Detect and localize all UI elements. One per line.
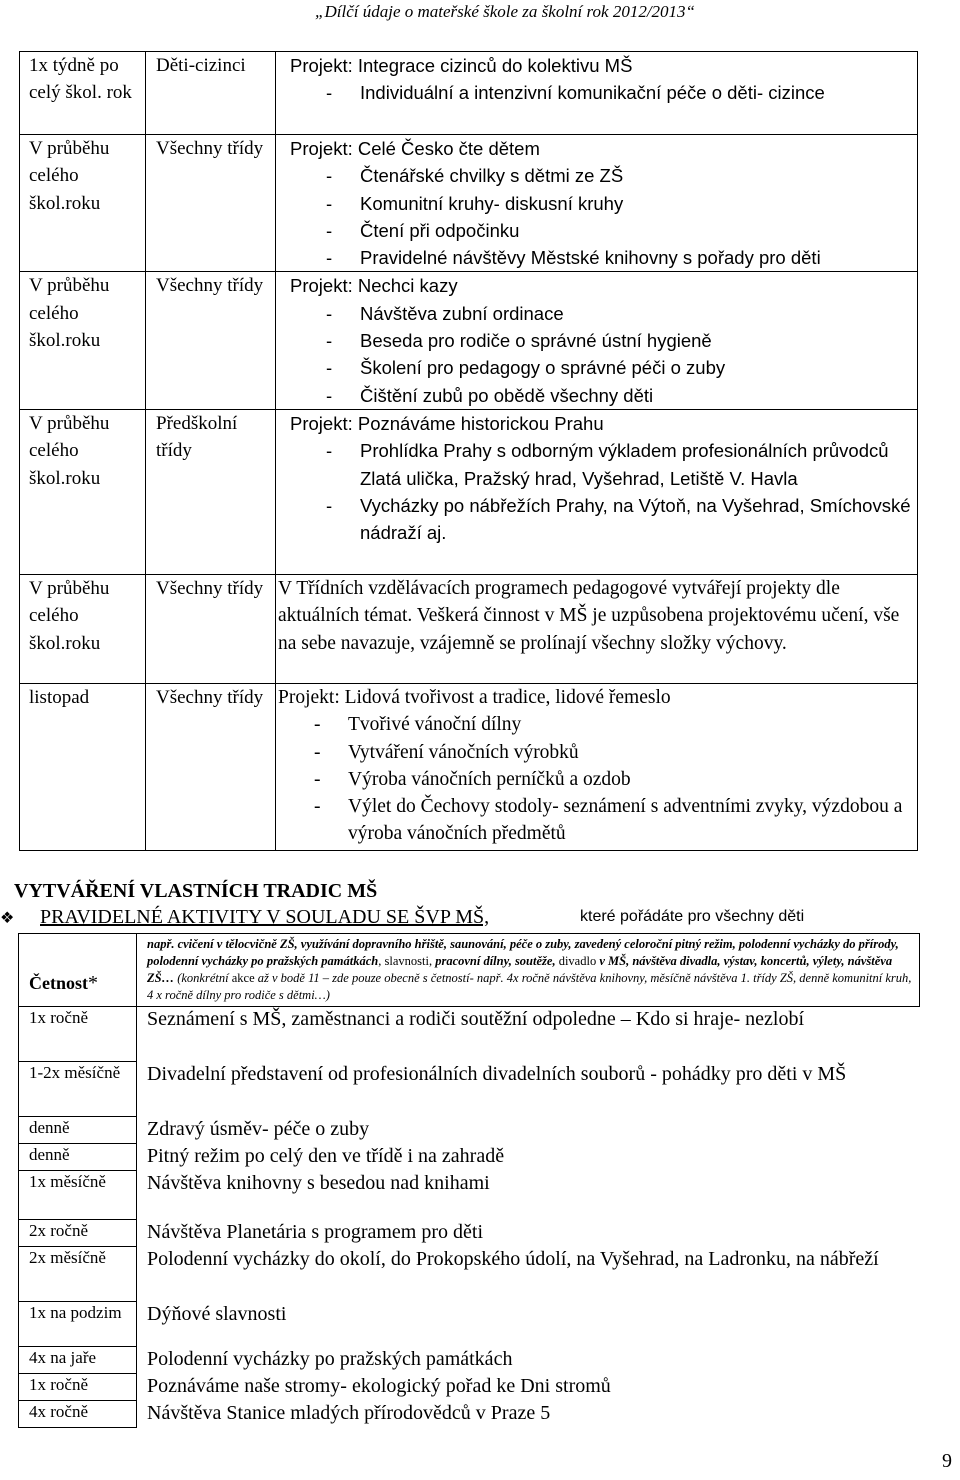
frequency-cell: 4x ročně	[19, 1401, 137, 1428]
when-cell: listopad	[20, 683, 146, 850]
list-item: - Čtenářské chvilky s dětmi ze ZŠ	[326, 165, 624, 187]
page-header: „Dílčí údaje o mateřské škole za školní rok 2012/2013“	[315, 2, 695, 21]
activity-cell: Dýňové slavnosti	[147, 1302, 287, 1325]
subsection-note: které pořádáte pro všechny děti	[580, 908, 805, 925]
who-cell: Všechny třídy	[146, 574, 276, 683]
list-item: - Čtení při odpočinku	[326, 219, 520, 241]
table-row	[19, 1171, 920, 1220]
table-row	[20, 574, 918, 683]
activity-cell: Seznámení s MŠ, zaměstnanci a rodiči soutěžní odpoledne – Kdo si hraje- nezlobí	[147, 1008, 805, 1030]
table-row	[20, 135, 918, 272]
list-item: - Prohlídka Prahy s odborným výkladem profesionálních průvodců Zlatá ulička, Pražský hrad, Vyšehrad, Letiště V. Havla	[326, 440, 889, 489]
list-item: - Školení pro pedagogy o správné péči o zuby	[326, 357, 726, 379]
list-item: - Vycházky po nábřežích Prahy, na Výtoň, na Vyšehrad, Smíchovské nádraží aj.	[326, 494, 911, 544]
table-row	[19, 1401, 920, 1428]
frequency-cell: 1x ročně	[19, 1374, 137, 1401]
frequency-cell: 1x na podzim	[19, 1302, 137, 1347]
project-title: Projekt: Celé Česko čte dětem	[290, 138, 540, 159]
project-title: Projekt: Integrace cizinců do kolektivu MŠ	[290, 55, 633, 76]
list-item: - Beseda pro rodiče o správné ústní hygieně	[326, 330, 712, 352]
activity-cell: Divadelní představení od profesionálních divadelních souborů - pohádky pro děti v MŠ	[147, 1062, 847, 1085]
who-cell: Všechny třídy	[146, 683, 276, 850]
project-title: Projekt: Nechci kazy	[290, 275, 458, 297]
table-row	[19, 1247, 920, 1302]
activity-note: např. cvičení v tělocvičně ZŠ, využívání dopravního hřiště, saunování, péče o zuby, zavedený celoroční pitný režim, polodenní vycházky do přírody, polodenní vycházky po pražských památkách, slavnosti, pracovní dílny, soutěže, divadlo v MŠ, návštěva divadla, výstav, koncertů, výlety, návštěva ZŠ… (konkrétní akce až v bodě 11 – zde pouze obecně s četností- např. 4x ročně návštěva knihovny, měsíčně návštěva 1. třídy ZŠ, denně komunitní kruh, 4 x ročně dílny pro rodiče s dětmi…)	[137, 934, 920, 1007]
frequency-cell: denně	[19, 1144, 137, 1171]
project-cell	[276, 683, 918, 850]
list-item: - Pravidelné návštěvy Městské knihovny s pořady pro děti	[326, 247, 821, 269]
activity-cell: Zdravý úsměv- péče o zuby	[147, 1117, 370, 1140]
page-number: 9	[942, 1450, 952, 1472]
project-cell	[276, 409, 918, 574]
list-item: - Výroba vánočních perníčků a ozdob	[314, 768, 631, 790]
activity-cell: Polodenní vycházky po pražských památkách	[147, 1347, 513, 1370]
who-cell: Předškolní třídy	[146, 409, 276, 574]
frequency-cell: 2x ročně	[19, 1220, 137, 1247]
table-row	[19, 1374, 920, 1401]
table-row	[19, 1220, 920, 1247]
project-title: Projekt: Lidová tvořivost a tradice, lidové řemeslo	[278, 686, 671, 708]
activity-cell: Polodenní vycházky do okolí, do Prokopského údolí, na Vyšehrad, na Ladronku, na nábřeží	[147, 1247, 879, 1270]
frequency-cell: 1x měsíčně	[19, 1171, 137, 1220]
table-row	[19, 1302, 920, 1347]
activities-table	[18, 933, 920, 1428]
project-cell	[276, 574, 918, 683]
project-title: Projekt: Poznáváme historickou Prahu	[290, 412, 604, 434]
who-cell: Všechny třídy	[146, 272, 276, 409]
table-row	[19, 1062, 920, 1117]
activity-cell: Návštěva Stanice mladých přírodovědců v Praze 5	[147, 1401, 551, 1424]
when-cell: 1x týdně po celý škol. rok	[20, 52, 146, 135]
project-cell	[276, 52, 918, 135]
when-cell: V průběhu celého škol.roku	[20, 409, 146, 574]
subsection-title: PRAVIDELNÉ AKTIVITY V SOULADU SE ŠVP MŠ,	[40, 906, 490, 928]
list-item: - Vytváření vánočních výrobků	[314, 741, 579, 763]
list-item: - Čištění zubů po obědě všechny děti	[326, 384, 654, 406]
activity-cell: Pitný režim po celý den ve třídě i na zahradě	[147, 1144, 505, 1167]
table-row	[20, 52, 918, 135]
table-row	[19, 1007, 920, 1062]
project-description: V Třídních vzdělávacích programech pedagogové vytvářejí projekty dle aktuálních témat. Veškerá činnost v MŠ je uzpůsobena projektovému učení, vše na sebe navazuje, vzájemně se prolínají všechny složky výchovy.	[278, 577, 900, 654]
list-item: - Výlet do Čechovy stodoly- seznámení s adventními zvyky, výzdobou a výroba vánočních předmětů	[314, 796, 903, 845]
frequency-cell: denně	[19, 1117, 137, 1144]
frequency-cell: 4x na jaře	[19, 1347, 137, 1374]
projects-table	[19, 51, 918, 851]
list-item: - Komunitní kruhy- diskusní kruhy	[326, 192, 624, 214]
table-row	[19, 1347, 920, 1374]
who-cell: Všechny třídy	[146, 135, 276, 272]
when-cell: V průběhu celého škol.roku	[20, 135, 146, 272]
table-header-row	[19, 934, 920, 1007]
frequency-cell: 1-2x měsíčně	[19, 1062, 137, 1117]
when-cell: V průběhu celého škol.roku	[20, 574, 146, 683]
activity-cell: Návštěva knihovny s besedou nad knihami	[147, 1171, 490, 1194]
list-item: - Individuální a intenzivní komunikační péče o děti- cizince	[326, 82, 825, 104]
table-row	[19, 1144, 920, 1171]
frequency-cell: 1x ročně	[19, 1007, 137, 1062]
who-cell: Děti-cizinci	[146, 52, 276, 135]
project-cell	[276, 272, 918, 409]
table-row	[20, 409, 918, 574]
when-cell: V průběhu celého škol.roku	[20, 272, 146, 409]
list-item: - Tvořivé vánoční dílny	[314, 714, 522, 736]
table-row	[20, 272, 918, 409]
table-row	[19, 1117, 920, 1144]
frequency-cell: 2x měsíčně	[19, 1247, 137, 1302]
project-cell	[276, 135, 918, 272]
list-item: - Návštěva zubní ordinace	[326, 302, 564, 324]
table-row	[20, 683, 918, 850]
section-title: VYTVÁŘENÍ VLASTNÍCH TRADIC MŠ	[14, 880, 378, 902]
frequency-header: Četnost*	[19, 934, 137, 1007]
activity-cell: Návštěva Planetária s programem pro děti	[147, 1220, 483, 1243]
diamond-bullet-icon: ❖	[0, 910, 15, 927]
activity-cell: Poznáváme naše stromy- ekologický pořad ke Dni stromů	[147, 1374, 611, 1397]
